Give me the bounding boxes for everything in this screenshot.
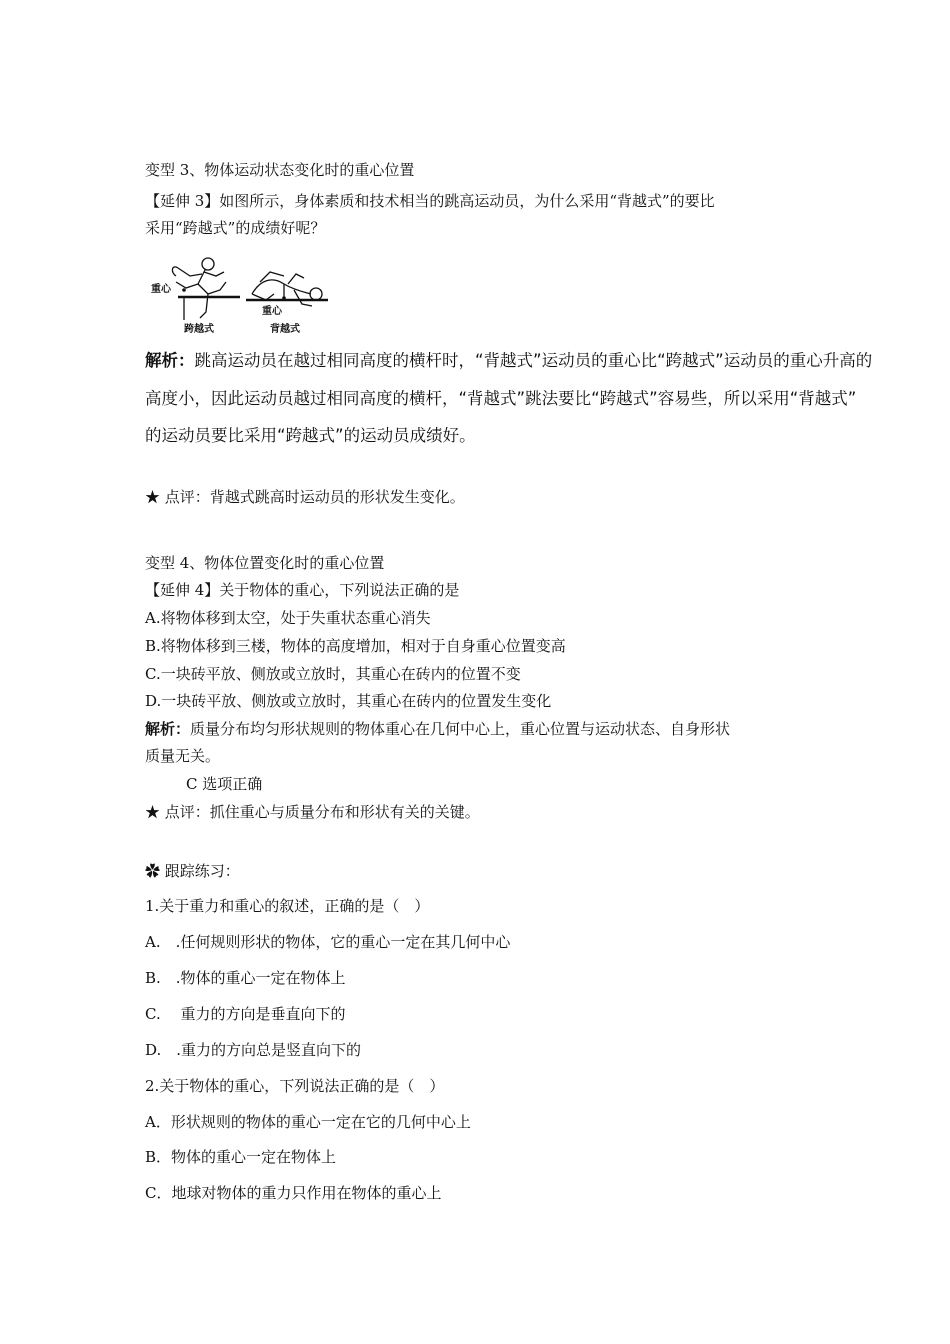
variant4-analysis-line2: 质量无关。 <box>145 747 221 765</box>
variant4-option-a: A.将物体移到太空，处于失重状态重心消失 <box>145 609 431 627</box>
practice-q1-option-b: B. .物体的重心一定在物体上 <box>145 969 346 987</box>
right-cg-dot <box>282 296 286 300</box>
variant3-title: 变型 3、物体运动状态变化时的重心位置 <box>145 161 415 179</box>
practice-q2: 2.关于物体的重心，下列说法正确的是（ ） <box>145 1077 445 1095</box>
variant3-comment: ★ 点评：背越式跳高时运动员的形状发生变化。 <box>145 488 465 506</box>
practice-q2-option-a: A．形状规则的物体的重心一定在它的几何中心上 <box>145 1113 471 1131</box>
practice-q1-option-c: C. 重力的方向是垂直向下的 <box>145 1005 346 1023</box>
caption-straddle: 跨越式 <box>184 324 214 335</box>
practice-q1-option-a: A. .任何规则形状的物体，它的重心一定在其几何中心 <box>145 933 511 951</box>
variant4-option-d: D.一块砖平放、侧放或立放时，其重心在砖内的位置发生变化 <box>145 692 552 710</box>
variant3-analysis-line1: 解析：跳高运动员在越过相同高度的横杆时，“背越式”运动员的重心比“跨越式”运动员的重心升高的 <box>145 351 873 370</box>
variant4-answer: C 选项正确 <box>186 775 263 793</box>
right-cg-label: 重心 <box>262 306 282 317</box>
variant4-title: 变型 4、物体位置变化时的重心位置 <box>145 554 385 572</box>
left-cg-dot <box>182 288 186 292</box>
practice-q1-option-d: D. .重力的方向总是竖直向下的 <box>145 1041 362 1059</box>
practice-q1: 1.关于重力和重心的叙述，正确的是（ ） <box>145 897 430 915</box>
analysis-label: 解析： <box>145 720 191 738</box>
variant4-comment: ★ 点评：抓住重心与质量分布和形状有关的关键。 <box>145 803 480 821</box>
variant3-analysis-line3: 的运动员要比采用“跨越式”的运动员成绩好。 <box>145 426 476 445</box>
variant3-question-line1: 【延伸 3】如图所示，身体素质和技术相当的跳高运动员，为什么采用“背越式”的要比 <box>145 192 715 210</box>
variant4-option-b: B.将物体移到三楼，物体的高度增加，相对于自身重心位置变高 <box>145 637 566 655</box>
variant3-question-line2: 采用“跨越式”的成绩好呢？ <box>145 219 326 237</box>
left-cg-label: 重心 <box>151 284 171 295</box>
practice-q2-option-c: C．地球对物体的重力只作用在物体的重心上 <box>145 1184 442 1202</box>
variant4-question: 【延伸 4】关于物体的重心，下列说法正确的是 <box>145 581 460 599</box>
analysis-label: 解析： <box>145 351 195 370</box>
caption-fosbury: 背越式 <box>270 324 300 335</box>
practice-q2-option-b: B．物体的重心一定在物体上 <box>145 1148 337 1166</box>
variant3-analysis-line2: 高度小，因此运动员越过相同高度的横杆，“背越式”跳法要比“跨越式”容易些，所以采用“背越式” <box>145 389 857 408</box>
variant4-analysis-line1: 解析：质量分布均匀形状规则的物体重心在几何中心上，重心位置与运动状态、自身形状 <box>145 720 731 738</box>
practice-heading: ✿ 跟踪练习： <box>145 862 240 880</box>
fosbury-jumper-drawing <box>246 272 328 306</box>
high-jump-figure <box>148 254 338 336</box>
variant4-option-c: C.一块砖平放、侧放或立放时，其重心在砖内的位置不变 <box>145 665 521 683</box>
